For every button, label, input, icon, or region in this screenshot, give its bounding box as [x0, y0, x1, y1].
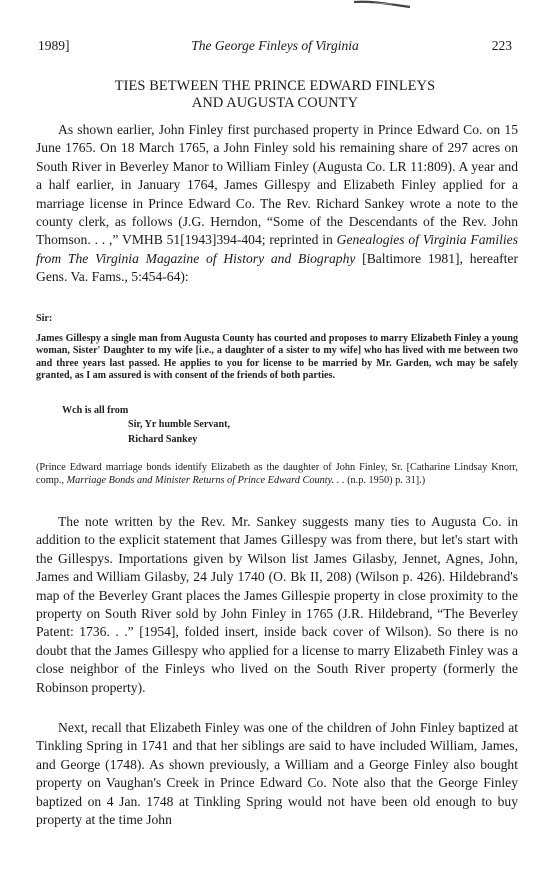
page-number: 223 — [491, 38, 512, 53]
letter-signature: Richard Sankey — [128, 434, 198, 445]
letter-valediction: Sir, Yr humble Servant, — [128, 419, 230, 430]
running-head — [38, 38, 512, 56]
note-book-title: Marriage Bonds and Minister Returns of Prince Edward County. . . — [66, 475, 345, 487]
paragraph-1 — [36, 121, 518, 287]
letter-body: James Gillespy a single man from Augusta County has courted and proposes to marry Elizabeth Finley a young woman, Sister' Daughter to my wife [i.e., a daughter of a sister to my wife] who has lived with me between two and three years last passed. He applies to you for license to be married by Mr. Garden, wch may be safely granted, as I am assured is with consent of the friends of both parties. — [36, 333, 518, 382]
paragraph-1-book-title: Genealogies of Virginia Families from The Virginia Magazine of History and Biography — [36, 232, 518, 266]
note-text-a: (Prince Edward marriage bonds identify Elizabeth as the daughter of John Finley, Sr. [Catharine Lindsay Knorr, comp., — [36, 462, 518, 487]
paragraph-1-text-a: As shown earlier, John Finley first purchased property in Prince Edward Co. on 15 June 1765. On 18 March 1765, a John Finley sold his remaining share of 297 acres on South River in Beverley Manor to William Finley (Augusta Co. LR 11:809). A year and a half earlier, in January 1764, James Gillespy and Elizabeth Finley applied for a marriage license in Prince Edward Co. The Rev. Richard Sankey wrote a note to the county clerk, as follows (J.G. Herndon, “Some of the Descendants of the Rev. John Thomson. . . ,” VMHB 51[1943]394-404; reprinted in — [36, 122, 518, 248]
paragraph-1-text-b: [Baltimore 1981], hereafter Gens. Va. Fams., 5:454-64): — [36, 250, 518, 285]
letter-closing: Wch is all from — [62, 405, 129, 416]
letter-salutation: Sir: — [36, 313, 53, 324]
running-head-title: The George Finleys of Virginia — [191, 38, 359, 53]
paragraph-2: The note written by the Rev. Mr. Sankey suggests many ties to Augusta Co. in addition to the explicit statement that James Gillespy was from there, but let's start with the Gillespys. Importations given by Wilson list James Gilasby, Jennet, Agnes, John, James and William Gilasby, 24 July 1740 (O. Bk II, 208) (Wilson p. 426). Hildebrand's map of the Beverley Grant places the James Gillespie property in close proximity to the property on South River sold by John Finley in 1765 (J.R. Hildebrand, “The Beverley Patent: 1736. . .” [1954], folded insert, inside back cover of Wilson). So there is no doubt that the James Gillespy who applied for a license to marry Elizabeth Finley was a close neighbor of the Finleys who lived on the South River property (formerly the Robinson property). — [36, 514, 518, 695]
section-title-line-1: TIES BETWEEN THE PRINCE EDWARD FINLEYS — [114, 78, 436, 94]
note-text-b: (n.p. 1950) p. 31].) — [344, 475, 426, 487]
paragraph-3: Next, recall that Elizabeth Finley was one of the children of John Finley baptized at Tinkling Spring in 1741 and that her siblings are said to have included William, James, and George (1748). As shown previously, a William and a George Finley also bought property on Vaughan's Creek in Prince Edward Co. Note also that the George Finley baptized on 4 Jan. 1748 at Tinkling Spring would not have been old enough to buy property at the time John — [36, 720, 518, 828]
scan-artifact-mark — [352, 0, 414, 9]
section-title-line-2: AND AUGUSTA COUNTY — [191, 95, 359, 111]
running-head-year: 1989] — [38, 38, 70, 53]
section-title — [40, 78, 510, 112]
parenthetical-note — [36, 461, 518, 488]
